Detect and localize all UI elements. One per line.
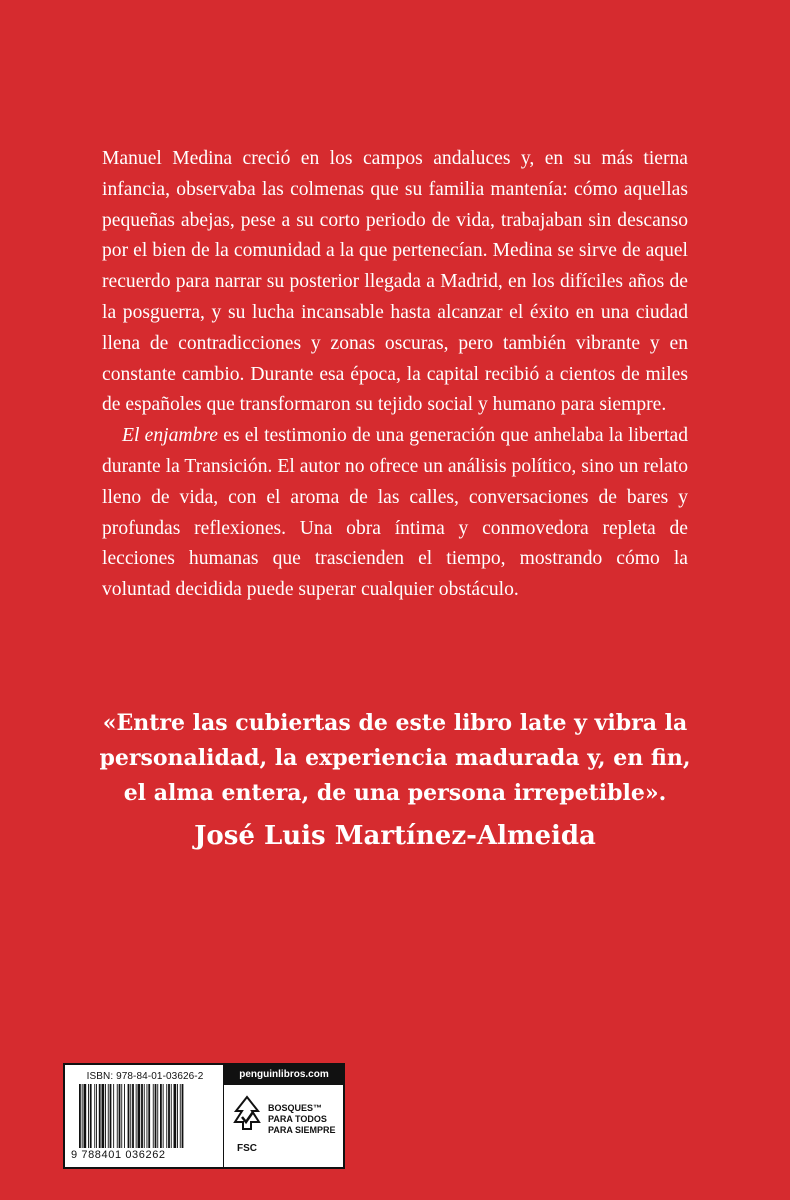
fsc-claim: BOSQUES™ PARA TODOS PARA SIEMPRE bbox=[268, 1103, 336, 1135]
blurb-paragraph-2-text: es el testimonio de una generación que anhelaba la libertad durante la Transición. El autor no ofrece un análisis político, sino un relato lleno de vida, con el aroma de las calles, conversaciones de bares y profundas reflexiones. Una obra íntima y conmovedora repleta de lecciones humanas que trascienden el tiempo, mostrando cómo la voluntad decidida puede superar cualquier obstáculo. bbox=[102, 425, 688, 601]
blurb-paragraph-2 bbox=[102, 421, 688, 606]
quote-line-3: el alma entera, de una persona irrepetible». bbox=[123, 780, 667, 806]
barcode-info-box bbox=[63, 1063, 345, 1169]
back-cover-blurb bbox=[102, 144, 688, 606]
quote-line-2: personalidad, la experiencia madurada y, en fin, bbox=[99, 745, 691, 771]
fsc-tree-check-icon bbox=[232, 1095, 262, 1139]
book-title: El enjambre bbox=[122, 425, 218, 447]
blurb-paragraph-1: Manuel Medina creció en los campos andaluces y, en su más tierna infancia, observaba las colmenas que su familia mantenía: cómo aquellas pequeñas abejas, pese a su corto periodo de vida, trabajaban sin descanso por el bien de la comunidad a la que pertenecían. Medina se sirve de aquel recuerdo para narrar su posterior llegada a Madrid, en los difíciles años de la posguerra, y su lucha incansable hasta alcanzar el éxito en una ciudad llena de contradicciones y zonas oscuras, pero también vibrante y en constante cambio. Durante esa época, la capital recibió a cientos de miles de españoles que transformaron su tejido social y humano para siempre. bbox=[102, 148, 688, 416]
endorsement-author: José Luis Martínez-Almeida bbox=[194, 821, 596, 851]
isbn-label: ISBN: 978-84-01-03626-2 bbox=[86, 1071, 204, 1082]
endorsement bbox=[60, 706, 730, 853]
publisher-website: penguinlibros.com bbox=[224, 1065, 344, 1085]
endorsement-quote bbox=[60, 706, 730, 811]
fsc-label: FSC bbox=[237, 1143, 257, 1154]
quote-line-1: «Entre las cubiertas de este libro late y vibra la bbox=[102, 710, 688, 736]
publisher-area bbox=[223, 1065, 344, 1167]
barcode-icon bbox=[79, 1084, 213, 1150]
barcode-digits: 9 788401 036262 bbox=[71, 1149, 166, 1161]
isbn-area bbox=[71, 1071, 219, 1165]
